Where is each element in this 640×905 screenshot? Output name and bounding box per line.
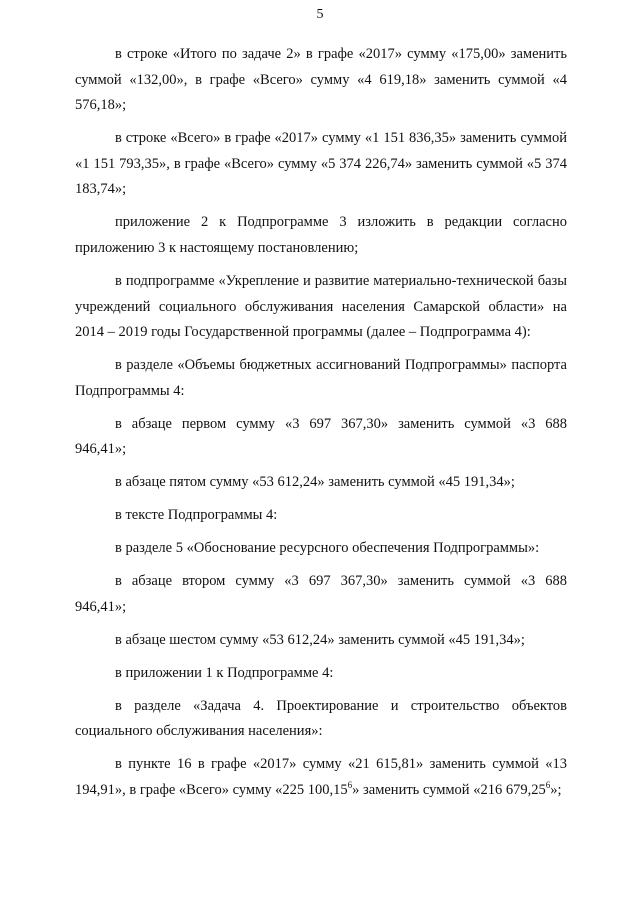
punkt-16-tail-text: »; <box>550 781 562 798</box>
paragraph-abzac-pervyj: в абзаце первом сумму «3 697 367,30» заменить суммой «3 688 946,41»; <box>75 415 567 458</box>
footnote-mark-1: 6 <box>347 780 353 791</box>
paragraph-podprogramma-4: в подпрограмме «Укрепление и развитие материально-технической базы учреждений социального обслуживания населения Самарской области» на 2014 – 2019 годы Государственной программы (далее – Подпрограмма 4): <box>75 272 567 341</box>
paragraph-itogo-zadacha-2: в строке «Итого по задаче 2» в графе «2017» сумму «175,00» заменить суммой «132,00», в графе «Всего» сумму «4 619,18» заменить суммой «4 576,18»; <box>75 46 567 114</box>
punkt-16-lead-text: в пункте 16 в графе «2017» сумму «21 615,81» заменить суммой «13 194,91», в графе «Всего» сумму «225 100,15 <box>75 756 567 798</box>
footnote-mark-2: 6 <box>545 780 551 791</box>
paragraph-punkt-16 <box>75 752 567 803</box>
paragraph-razdel-5: в разделе 5 «Обоснование ресурсного обеспечения Подпрограммы»: <box>115 540 540 557</box>
paragraph-tekst-podprogrammy: в тексте Подпрограммы 4: <box>115 507 278 524</box>
page-number: 5 <box>316 7 324 22</box>
paragraph-abzac-pyatyj: в абзаце пятом сумму «53 612,24» заменить суммой «45 191,34»; <box>115 474 515 491</box>
punkt-16-middle-text: » заменить суммой «216 679,25 <box>352 781 546 798</box>
paragraph-abzac-vtoroj: в абзаце втором сумму «3 697 367,30» заменить суммой «3 688 946,41»; <box>75 573 567 615</box>
paragraph-abzac-shestoj: в абзаце шестом сумму «53 612,24» заменить суммой «45 191,34»; <box>115 631 525 648</box>
document-body <box>75 42 567 811</box>
paragraph-vsego-2017: в строке «Всего» в графе «2017» сумму «1 151 836,35» заменить суммой «1 151 793,35», в графе «Всего» сумму «5 374 226,74» заменить суммой «5 374 183,74»; <box>75 130 567 198</box>
paragraph-zadacha-4: в разделе «Задача 4. Проектирование и строительство объектов социального обслуживания населения»: <box>75 697 567 740</box>
paragraph-prilozhenie-1: в приложении 1 к Подпрограмме 4: <box>115 664 334 681</box>
paragraph-razdel-obemy: в разделе «Объемы бюджетных ассигнований Подпрограммы» паспорта Подпрограммы 4: <box>75 357 567 399</box>
paragraph-prilozhenie-2: приложение 2 к Подпрограмме 3 изложить в редакции согласно приложению 3 к настоящему постановлению; <box>75 214 567 256</box>
